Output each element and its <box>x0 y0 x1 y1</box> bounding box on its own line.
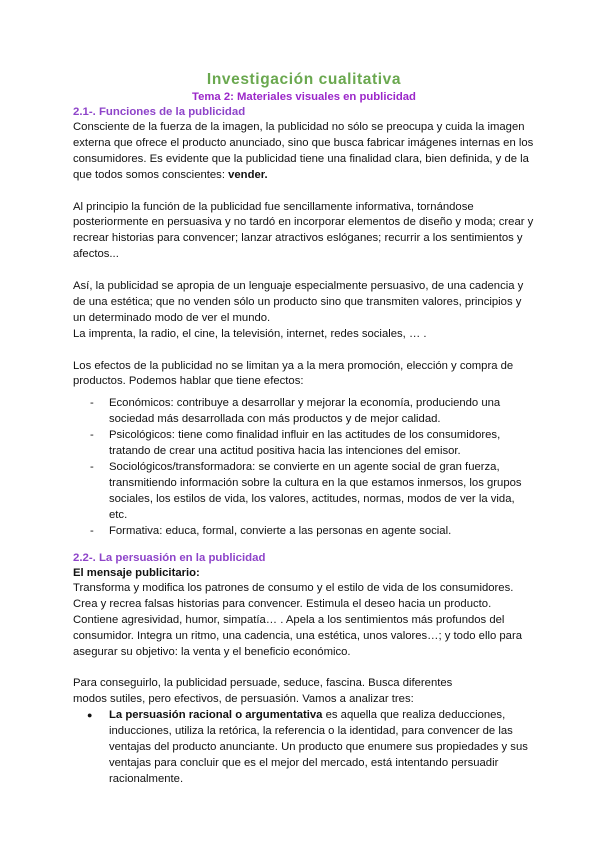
effects-list <box>73 396 535 539</box>
paragraph <box>73 120 535 184</box>
section-heading-funciones: 2.1-. Funciones de la publicidad <box>73 106 246 118</box>
document-subtitle: Tema 2: Materiales visuales en publicidad <box>192 91 416 103</box>
spacer <box>73 661 535 677</box>
paragraph: Transforma y modifica los patrones de consumo y el estilo de vida de los consumidores. Crea y recrea falsas historias para convencer. Estimula el deseo hacia un producto. Contiene agresividad, humor, simpatía… . Apela a los sentimientos más profundos del consumidor. Integra un ritmo, una cadencia, una estética, unos valores…; y todo ello para asegurar su objetivo: la venta y el beneficio económico. <box>73 582 522 658</box>
paragraph: Los efectos de la publicidad no se limitan ya a la mera promoción, elección y compra de productos. Podemos hablar que tiene efectos: <box>73 359 514 388</box>
paragraph-line: Para conseguirlo, la publicidad persuade, seduce, fascina. Busca diferentes <box>73 677 453 690</box>
list-item: - Económicos: contribuye a desarrollar y mejorar la economía, produciendo una sociedad más desarrollada con más productos y de mejor calidad. <box>73 396 535 428</box>
spacer <box>73 184 535 200</box>
spacer <box>73 263 535 279</box>
paragraph: La imprenta, la radio, el cine, la televisión, internet, redes sociales, … . <box>73 327 427 340</box>
list-item: - Psicológicos: tiene como finalidad influir en las actitudes de los consumidores, tratando de crear una actitud positiva hacia las intenciones del emisor. <box>73 428 535 460</box>
persuasion-list <box>73 708 535 788</box>
list-item: - Formativa: educa, formal, convierte a las personas en agente social. <box>73 524 535 540</box>
emphasis-text: vender. <box>228 168 268 181</box>
list-item <box>73 708 535 788</box>
emphasis-text: La persuasión racional o argumentativa <box>109 709 323 722</box>
paragraph: Así, la publicidad se apropia de un lenguaje especialmente persuasivo, de una cadencia y de una estética; que no venden sólo un producto sino que transmiten valores, principios y un determinado modo de ver el mundo. <box>73 280 524 324</box>
list-item: - Sociológicos/transformadora: se convierte en un agente social de gran fuerza, transmitiendo información sobre la cultura en la que estamos inmersos, los grupos sociales, los estilos de vida, los valores, actitudes, normas, modos de ver la vida, etc. <box>73 460 535 524</box>
document-body <box>73 70 535 788</box>
list-item-text: es aquella que realiza deducciones, inducciones, utiliza la retórica, la referencia o la identidad, para convencer de las ventajas del producto anunciante. Un producto que enumere sus propiedades y sus ventajas para concluir que es el mejor del mercado, está intentando persuadir racionalmente. <box>109 709 528 785</box>
paragraph <box>73 676 535 708</box>
document-title: Investigación cualitativa <box>206 71 402 88</box>
spacer <box>73 343 535 359</box>
paragraph-line: modos sutiles, pero efectivos, de persuasión. Vamos a analizar tres: <box>73 693 414 706</box>
section-heading-persuasion: 2.2-. La persuasión en la publicidad <box>73 551 266 564</box>
paragraph: Al principio la función de la publicidad fue sencillamente informativa, tornándose posteriormente en persuasiva y no tardó en incorporar elementos de diseño y moda; crear y recrear historias para convencer; lanzar atractivos eslóganes; recurrir a los sentimientos y afectos... <box>73 200 534 261</box>
paragraph-text: Consciente de la fuerza de la imagen, la publicidad no sólo se preocupa y cuida la imagen externa que ofrece el producto anunciado, sino que busca fabricar imágenes internas en los consumidores. Es evidente que la publicidad tiene una finalidad clara, bien definida, y de la que todos somos conscientes: <box>73 121 534 181</box>
spacer <box>73 540 535 551</box>
subheading-mensaje: El mensaje publicitario: <box>73 566 200 579</box>
